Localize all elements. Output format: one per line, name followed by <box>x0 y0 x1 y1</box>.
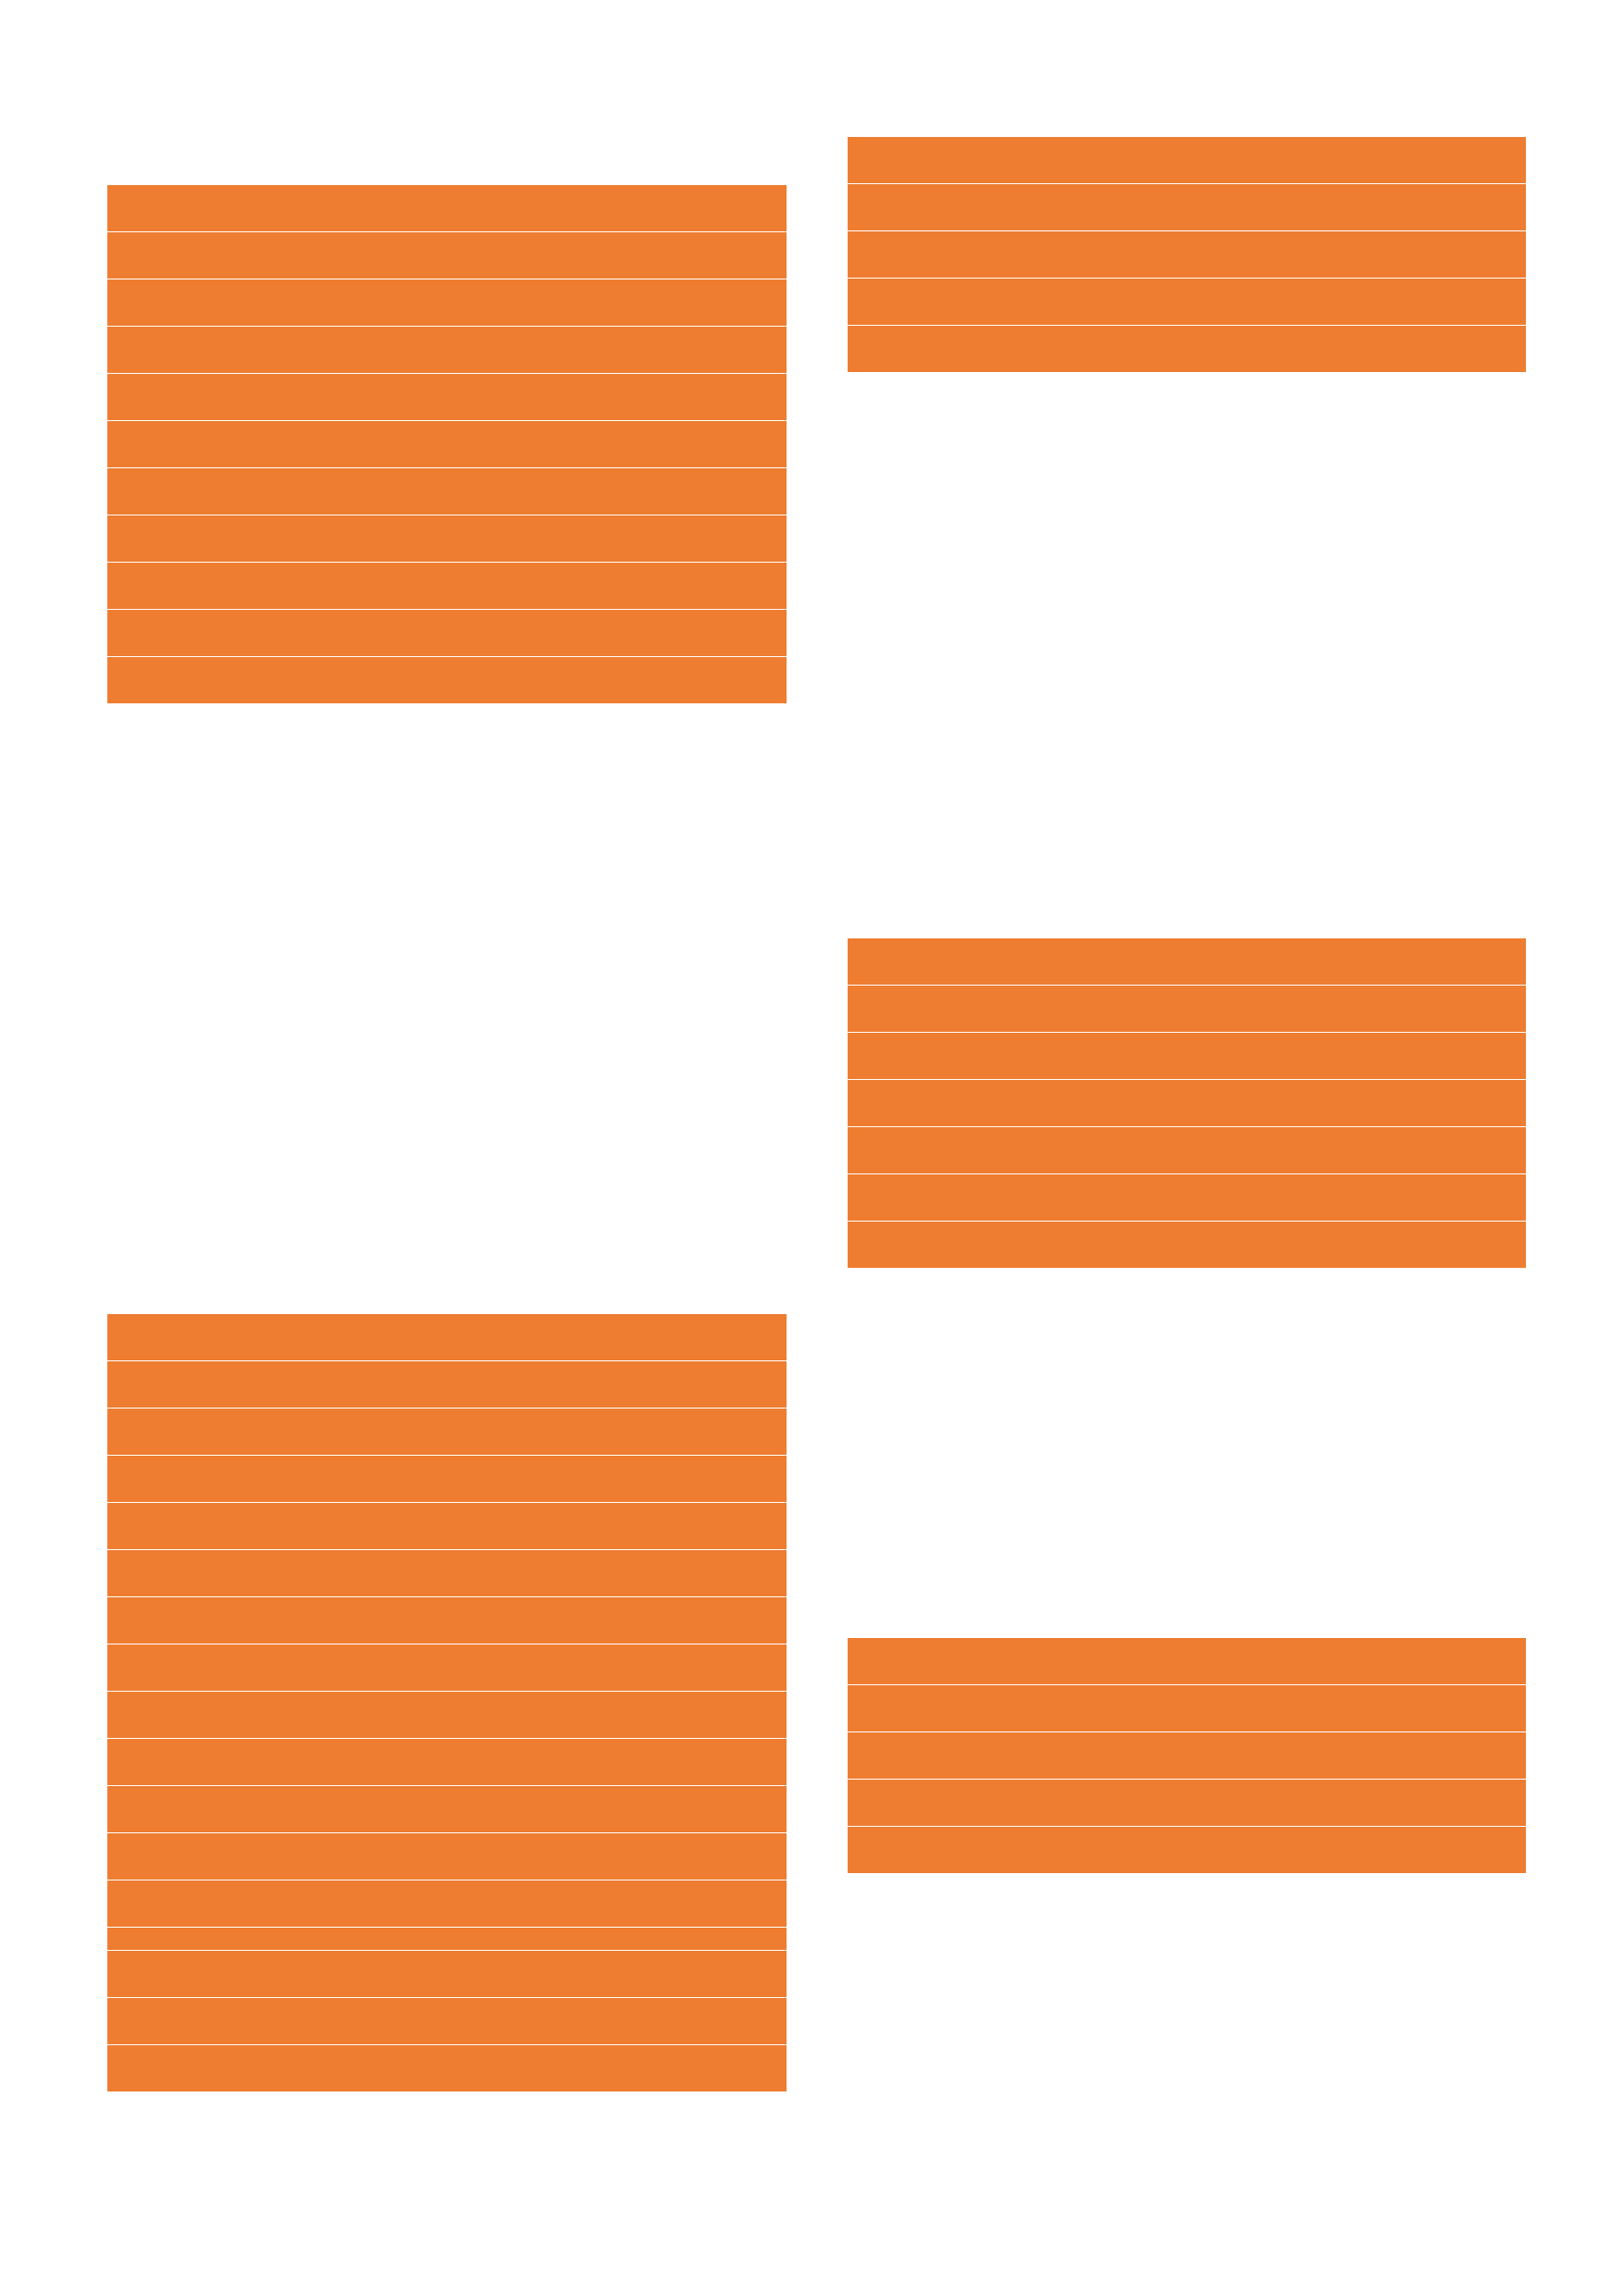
schedule-row <box>848 420 1526 467</box>
schedule-row <box>107 1100 787 1142</box>
schedule-row <box>107 185 787 232</box>
schedule-row <box>107 1142 787 1180</box>
schedule-row <box>848 373 1526 420</box>
schedule-row <box>848 1405 1526 1443</box>
schedule-row <box>107 974 787 1011</box>
right-column <box>848 137 1526 1874</box>
schedule-row <box>848 1685 1526 1732</box>
schedule-row <box>107 1998 787 2045</box>
schedule-row <box>848 1222 1526 1269</box>
schedule-row <box>848 1316 1526 1363</box>
schedule-row <box>107 1951 787 1998</box>
schedule-row <box>848 137 1526 184</box>
schedule-row <box>107 421 787 468</box>
schedule-row <box>848 671 1526 713</box>
schedule-row <box>107 1880 787 1928</box>
schedule-row <box>107 610 787 657</box>
schedule-row <box>107 515 787 563</box>
schedule-row <box>107 1219 787 1257</box>
schedule-row <box>107 1692 787 1739</box>
schedule-row <box>848 986 1526 1033</box>
schedule-row <box>848 891 1526 938</box>
schedule-row <box>848 231 1526 279</box>
schedule-row <box>107 1503 787 1550</box>
schedule-row <box>848 515 1526 556</box>
schedule-row <box>107 1833 787 1880</box>
schedule-row <box>107 1597 787 1644</box>
schedule-row <box>848 467 1526 515</box>
schedule-row <box>848 1444 1526 1482</box>
table-header <box>107 139 787 185</box>
schedule-row <box>107 793 787 816</box>
schedule-row <box>107 1361 787 1409</box>
schedule-row <box>848 761 1526 808</box>
schedule-row <box>848 1520 1526 1558</box>
schedule-row <box>107 1786 787 1833</box>
schedule-row <box>107 704 787 751</box>
schedule-row <box>848 1638 1526 1685</box>
schedule-row <box>848 1558 1526 1596</box>
schedule-row <box>848 556 1526 594</box>
schedule-row <box>848 326 1526 373</box>
schedule-row <box>107 1257 787 1295</box>
schedule-row <box>107 858 787 896</box>
schedule-row <box>848 1780 1526 1827</box>
schedule-row <box>848 1033 1526 1080</box>
schedule-row <box>107 563 787 610</box>
schedule-row <box>848 595 1526 633</box>
schedule-row <box>107 1314 787 1361</box>
schedule-row <box>107 1011 787 1053</box>
left-column <box>107 139 787 2092</box>
schedule-row <box>107 468 787 515</box>
schedule-row <box>107 1053 787 1100</box>
schedule-row <box>107 935 787 973</box>
schedule-row <box>107 2045 787 2092</box>
schedule-row <box>107 1409 787 1456</box>
schedule-row <box>848 850 1526 891</box>
schedule-row <box>848 1363 1526 1405</box>
schedule-row <box>848 938 1526 986</box>
schedule-row <box>107 1550 787 1597</box>
schedule-row <box>107 1456 787 1503</box>
schedule-row <box>848 1269 1526 1316</box>
schedule-row <box>848 1080 1526 1127</box>
schedule-row <box>848 1127 1526 1174</box>
schedule-row <box>107 897 787 935</box>
schedule-row <box>107 751 787 793</box>
schedule-row <box>107 816 787 858</box>
schedule-row <box>107 1928 787 1951</box>
schedule-row <box>107 657 787 704</box>
schedule-row <box>848 1732 1526 1780</box>
spacer <box>107 1296 787 1314</box>
schedule-row <box>107 1739 787 1786</box>
schedule-row <box>848 1174 1526 1222</box>
schedule-row <box>107 1644 787 1692</box>
schedule-row <box>107 327 787 374</box>
schedule-row <box>107 1180 787 1218</box>
schedule-row <box>107 374 787 421</box>
schedule-row <box>107 279 787 327</box>
schedule-row <box>848 184 1526 231</box>
schedule-row <box>848 1827 1526 1874</box>
schedule-row <box>848 808 1526 850</box>
schedule-row <box>848 1482 1526 1520</box>
schedule-row <box>848 633 1526 671</box>
schedule-row <box>848 279 1526 326</box>
schedule-row <box>848 714 1526 761</box>
schedule-row <box>107 232 787 279</box>
schedule-row <box>848 1596 1526 1638</box>
